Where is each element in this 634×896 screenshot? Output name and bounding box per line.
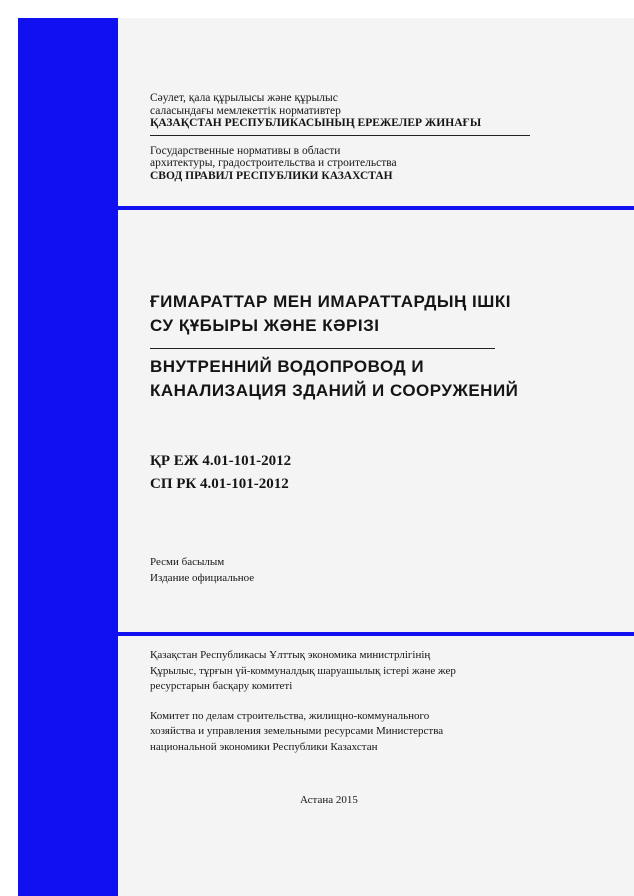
title-ru-line-1: ВНУТРЕННИЙ ВОДОПРОВОД И [150,357,425,376]
header-kz-line-3: ҚАЗАҚСТАН РЕСПУБЛИКАСЫНЫҢ ЕРЕЖЕЛЕР ЖИНАҒЫ [150,117,482,129]
committee-block [150,648,456,755]
edition-kz: Ресми басылым [150,556,225,568]
title-kz-line-2: СУ ҚҰБЫРЫ ЖӘНЕ КӘРІЗІ [150,316,380,335]
title-kz-line-1: ҒИМАРАТТАР МЕН ИМАРАТТАРДЫҢ ІШКІ [150,292,511,311]
header-kz-line-2: саласындағы мемлекеттік нормативтер [150,104,341,117]
code-ru: СП РК 4.01-101-2012 [150,476,289,492]
committee-ru-line-3: национальной экономики Республики Казахстан [150,740,378,753]
committee-kz-line-2: Құрылыс, тұрғын үй-коммуналдық шаруашылық істері және жер [150,664,456,677]
header-ru-line-1: Государственные нормативы в области [150,144,341,157]
committee-kz-line-3: ресурстарын басқару комитеті [150,680,293,692]
committee-ru-line-1: Комитет по делам строительства, жилищно-коммунального [150,709,430,722]
header-separator [150,135,530,136]
edition-note [150,554,254,586]
edition-ru: Издание официальное [150,572,255,584]
title-kazakh [150,290,511,338]
title-separator [150,348,495,349]
header-kz-line-1: Сәулет, қала құрылысы және құрылыс [150,92,338,104]
blue-side-bar [18,18,118,896]
issuing-authority-header [150,92,530,182]
title-ru-line-2: КАНАЛИЗАЦИЯ ЗДАНИЙ И СООРУЖЕНИЙ [150,381,519,400]
header-ru-line-2: архитектуры, градостроительства и строительства [150,157,397,169]
committee-ru-line-2: хозяйства и управления земельными ресурсами Министерства [150,725,444,737]
committee-kz-line-1: Қазақстан Республикасы Ұлттық экономика министрлігінің [150,649,431,661]
city-year: Астана 2015 [300,794,358,806]
bottom-blue-divider [118,632,634,636]
code-kz: ҚР ЕЖ 4.01-101-2012 [150,453,292,469]
header-ru-line-3: СВОД ПРАВИЛ РЕСПУБЛИКИ КАЗАХСТАН [150,169,393,182]
title-russian [150,355,518,403]
top-blue-divider [118,206,634,210]
committee-gap [150,695,456,709]
standard-codes [150,450,291,496]
